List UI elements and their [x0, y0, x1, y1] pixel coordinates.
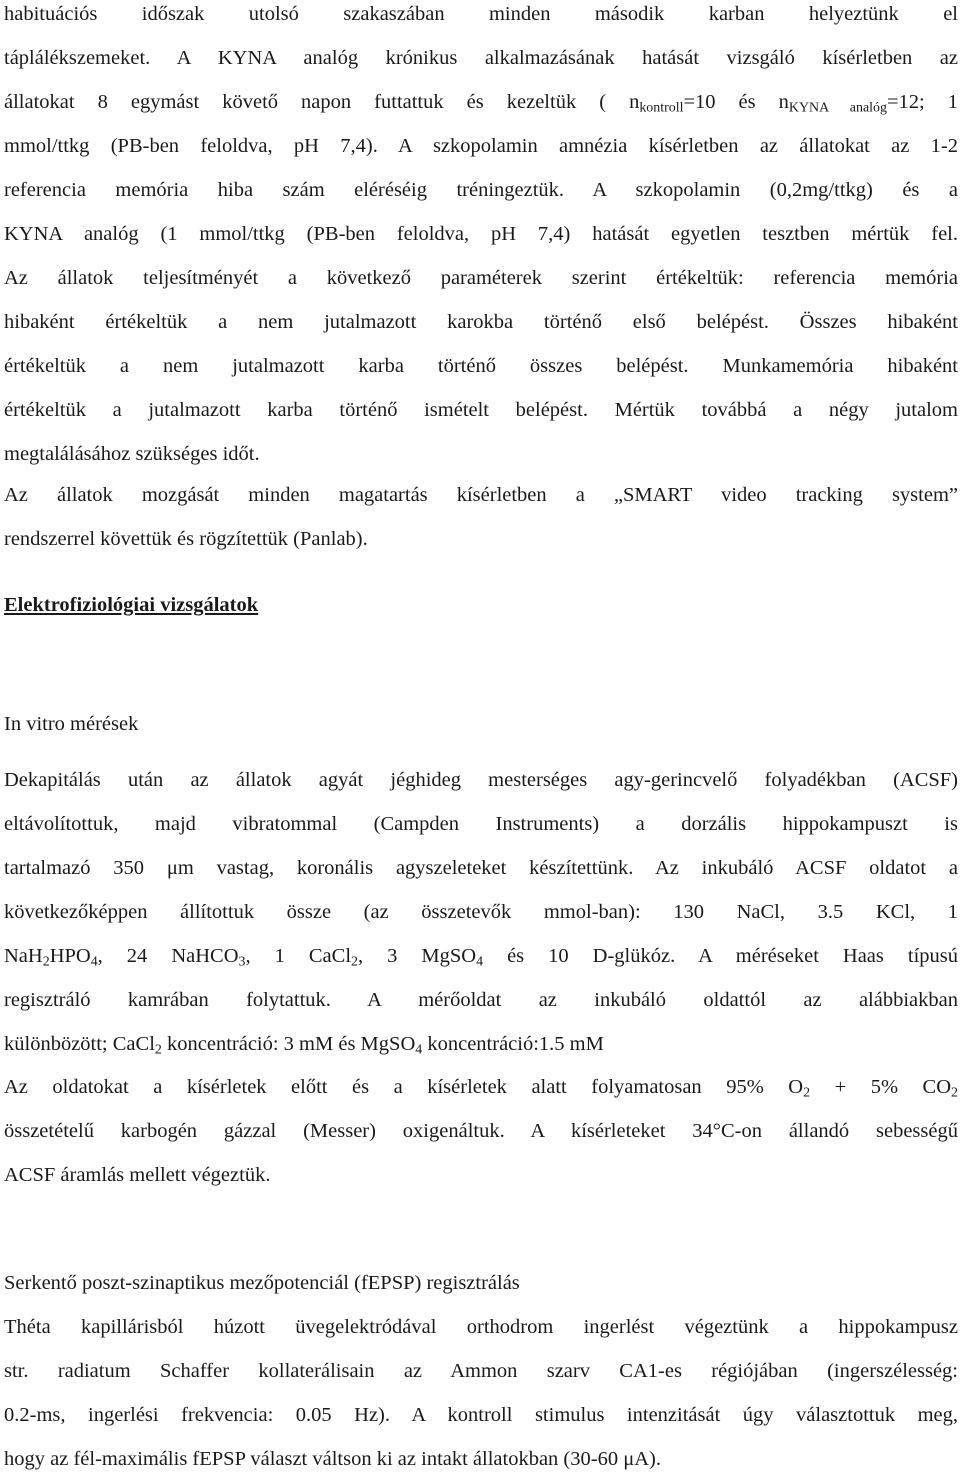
text-line: Dekapitálás után az állatok agyát jéghideg mesterséges agy-gerincvelő folyadékban (ACSF): [4, 769, 958, 791]
text-line: hogy az fél-maximális fEPSP választ váltson ki az intakt állatokban (30-60 μA).: [4, 1448, 661, 1470]
text-line-chemical-formulas: $NaH_2HPO_4$, 24 NaHCO$_3$, 1 CaCl$_2$, 3 MgSO$_4$ és 10 D-glükóz. A méréseket Haas típusú: [4, 945, 959, 970]
text-line: habituációs időszak utolsó szakaszában minden második karban helyeztünk el: [4, 3, 958, 25]
section-heading-electrophysiology: Elektrofiziológiai vizsgálatok: [4, 594, 259, 616]
text-line-chemical-formulas: különbözött; CaCl$_2$ koncentráció: 3 mM és MgSO$_4$ koncentráció:1.5 mM: [4, 1033, 604, 1058]
text-line: str. radiatum Schaffer kollaterálisain az Ammon szarv CA1-es régiójában (ingerszélesség:: [4, 1360, 958, 1382]
text-line-chemical-formulas: Az oldatokat a kísérletek előtt és a kísérletek alatt folyamatosan 95% $O_2 + 5\%$ $CO_2$: [4, 1076, 958, 1101]
paragraph-oxygenation: [4, 1065, 958, 1197]
paragraph-stimulation: [4, 1305, 958, 1481]
text-line: megtalálásához szükséges időt.: [4, 443, 260, 465]
text-line: tartalmazó 350 μm vastag, koronális agyszeleteket készítettünk. Az inkubáló ACSF oldatot a: [4, 857, 958, 879]
text-line: 0.2-ms, ingerlési frekvencia: 0.05 Hz). A kontroll stimulus intenzitását úgy választottuk meg,: [4, 1404, 958, 1426]
text-line-with-subscripts: állatokat 8 egymást követő napon futtattuk és kezeltük ( $n_{kontroll}=10$ és $n_{KYNA analóg}=12$; 1: [4, 91, 958, 116]
text-line: regisztráló kamrában folytattuk. A mérőoldat az inkubáló oldattól az alábbiakban: [4, 989, 958, 1011]
text-line: rendszerrel követtük és rögzítettük (Panlab).: [4, 528, 368, 550]
text-line: Az állatok mozgását minden magatartás kísérletben a „SMART video tracking system”: [4, 484, 958, 506]
text-line: értékeltük a jutalmazott karba történő ismételt belépést. Mértük továbbá a négy jutalom: [4, 399, 958, 421]
text-line: Théta kapillárisból húzott üvegelektródával orthodrom ingerlést végeztünk a hippokampusz: [4, 1316, 958, 1338]
text-line: KYNA analóg (1 mmol/ttkg (PB-ben feloldva, pH 7,4) hatását egyetlen tesztben mértük fel.: [4, 223, 958, 245]
text-line: hibaként értékeltük a nem jutalmazott karokba történő első belépést. Összes hibaként: [4, 311, 958, 333]
subsection-heading-in-vitro: In vitro mérések: [4, 713, 139, 735]
text-line: eltávolítottuk, majd vibratommal (Campden Instruments) a dorzális hippokampuszt is: [4, 813, 958, 835]
text-line: ACSF áramlás mellett végeztük.: [4, 1164, 271, 1186]
text-line: értékeltük a nem jutalmazott karba történő összes belépést. Munkamemória hibaként: [4, 355, 958, 377]
text-line: referencia memória hiba szám eléréséig tréningeztük. A szkopolamin (0,2mg/ttkg) és a: [4, 179, 958, 201]
paragraph-slice-preparation: [4, 758, 958, 1066]
paragraph-methods-behavior: [4, 0, 958, 476]
text-line: Az állatok teljesítményét a következő paraméterek szerint értékeltük: referencia memória: [4, 267, 958, 289]
subsection-heading-fepsp: Serkentő poszt-szinaptikus mezőpotenciál (fEPSP) regisztrálás: [4, 1272, 520, 1294]
text-line: mmol/ttkg (PB-ben feloldva, pH 7,4). A szkopolamin amnézia kísérletben az állatokat az 1-2: [4, 135, 958, 157]
text-line: táplálékszemeket. A KYNA analóg krónikus alkalmazásának hatását vizsgáló kísérletben az: [4, 47, 958, 69]
text-line: összetételű karbogén gázzal (Messer) oxigenáltuk. A kísérleteket 34°C-on állandó sebességű: [4, 1120, 958, 1142]
text-line: következőképpen állítottuk össze (az összetevők mmol-ban): 130 NaCl, 3.5 KCl, 1: [4, 901, 958, 923]
paragraph-tracking: [4, 473, 958, 561]
